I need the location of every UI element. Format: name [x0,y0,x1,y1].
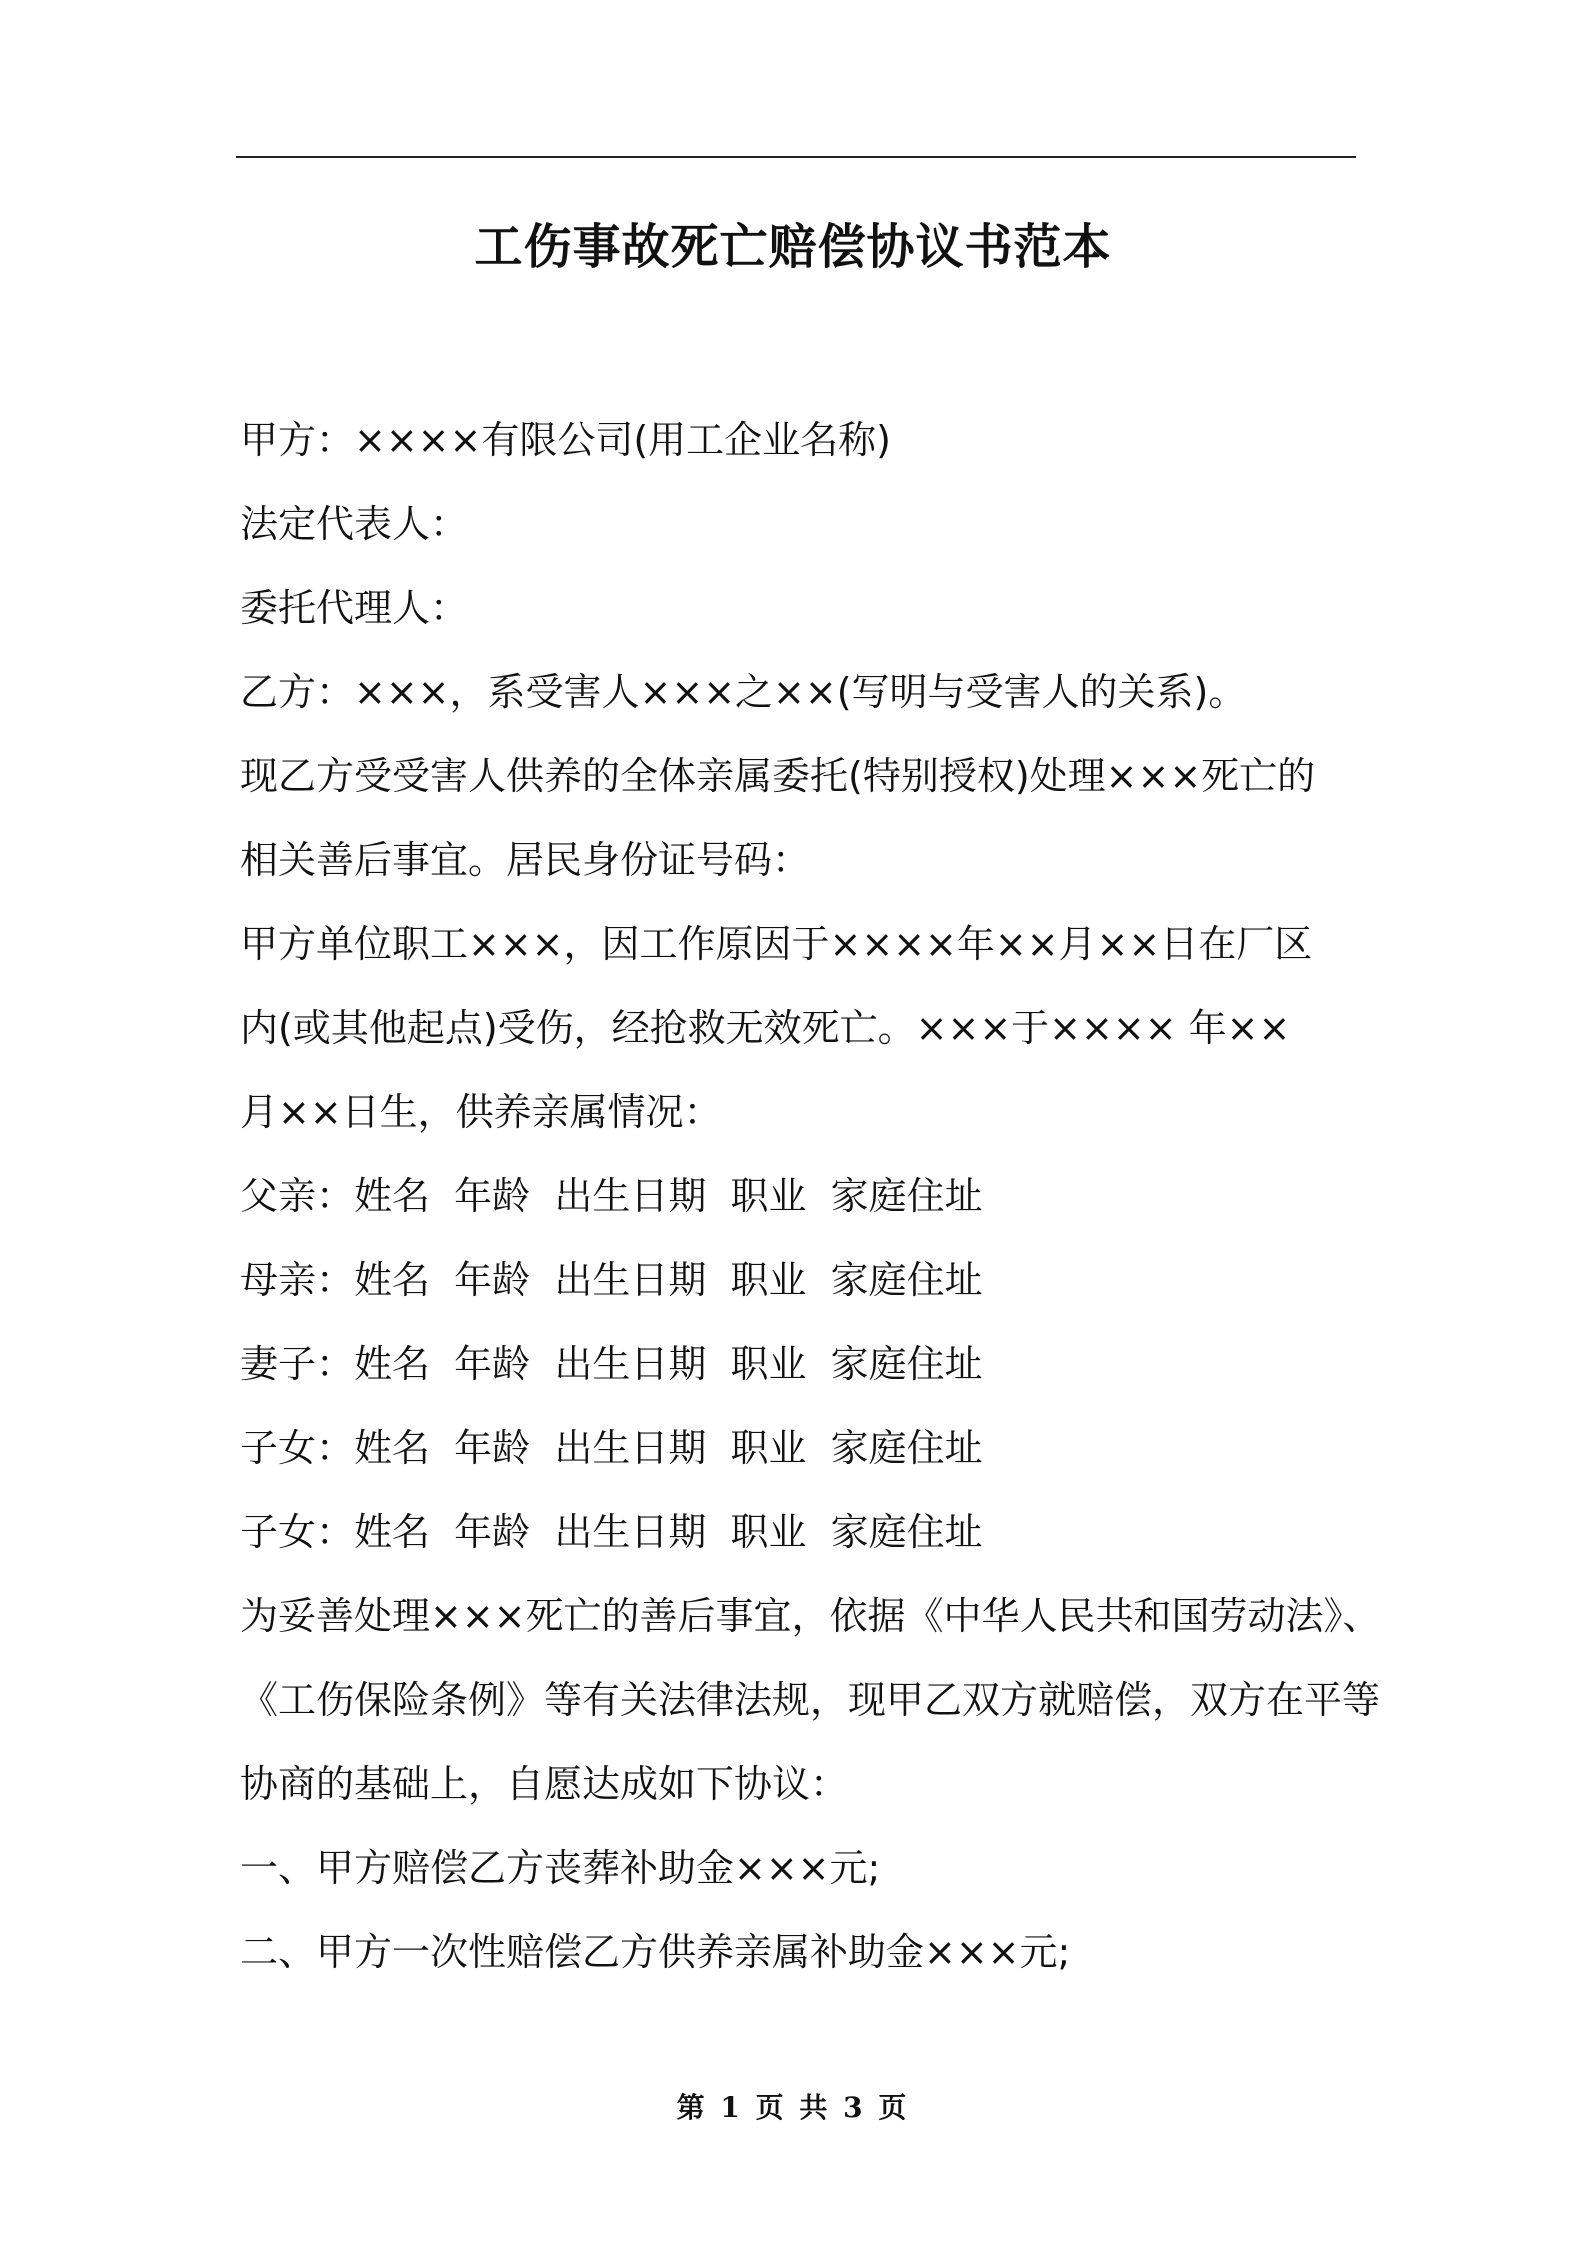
paragraph-line: 相关善后事宜。居民身份证号码： [240,838,811,882]
clause-one-line: 一、甲方赔偿乙方丧葬补助金×××元; [240,1846,881,1890]
document-title: 工伤事故死亡赔偿协议书范本 [474,219,1112,275]
paragraph-line: 《工伤保险条例》等有关法律法规，现甲乙双方就赔偿，双方在平等 [240,1678,1381,1722]
paragraph-line: 协商的基础上，自愿达成如下协议： [240,1762,849,1806]
dependent-child-line: 子女：姓名 年龄 出生日期 职业 家庭住址 [240,1510,983,1554]
paragraph-line: 内(或其他起点)受伤，经抢救无效死亡。×××于×××× 年×× [240,1006,1291,1050]
dependent-father-line: 父亲：姓名 年龄 出生日期 职业 家庭住址 [240,1174,983,1218]
paragraph-line: 为妥善处理×××死亡的善后事宜，依据《中华人民共和国劳动法》、 [240,1594,1381,1638]
dependent-mother-line: 母亲：姓名 年龄 出生日期 职业 家庭住址 [240,1258,983,1302]
header-rule [236,156,1356,158]
entrusted-agent-line: 委托代理人： [240,586,469,630]
dependent-wife-line: 妻子：姓名 年龄 出生日期 职业 家庭住址 [240,1342,983,1386]
party-a-line: 甲方：××××有限公司(用工企业名称) [240,418,892,462]
paragraph-line: 甲方单位职工×××，因工作原因于××××年××月××日在厂区 [240,922,1313,966]
page-number: 第 1 页 共 3 页 [676,2091,910,2124]
paragraph-line: 月××日生，供养亲属情况： [240,1090,722,1134]
document-body [240,398,1381,1994]
party-b-line: 乙方：×××，系受害人×××之××(写明与受害人的关系)。 [240,670,1247,714]
clause-two-line: 二、甲方一次性赔偿乙方供养亲属补助金×××元; [240,1930,1071,1974]
dependent-child-line: 子女：姓名 年龄 出生日期 职业 家庭住址 [240,1426,983,1470]
paragraph-line: 现乙方受受害人供养的全体亲属委托(特别授权)处理×××死亡的 [240,754,1316,798]
legal-representative-line: 法定代表人： [240,502,469,546]
